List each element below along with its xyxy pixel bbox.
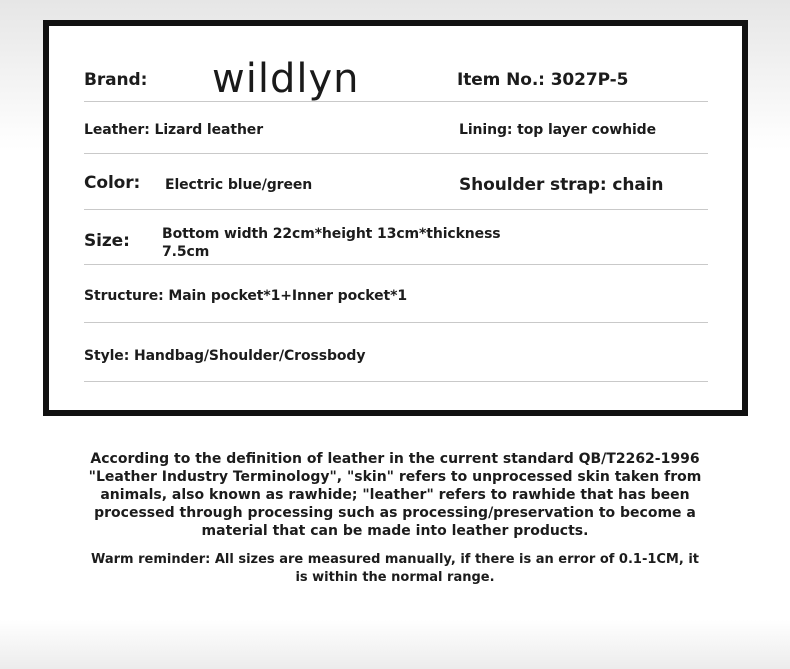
size-value-line1: Bottom width 22cm*height 13cm*thickness [162, 226, 501, 242]
warm-reminder-note: Warm reminder: All sizes are measured manually, if there is an error of 0.1-1CM, it is within the normal range. [90, 552, 700, 585]
divider [84, 209, 708, 210]
divider [84, 101, 708, 102]
leather-definition-note: According to the definition of leather in the current standard QB/T2262-1996 "Leather Industry Terminology", "skin" refers to unprocessed skin taken from animals, also known as rawhide; "leather" refers to rawhide that has been processed through processing such as processing/preservation to become a material that can be made into leather products. [88, 451, 702, 539]
divider [84, 381, 708, 382]
divider [84, 264, 708, 265]
divider [84, 153, 708, 154]
leather-spec: Leather: Lizard leather [84, 122, 264, 138]
shoulder-strap-spec: Shoulder strap: chain [459, 175, 664, 195]
style-spec: Style: Handbag/Shoulder/Crossbody [84, 348, 366, 364]
lining-spec: Lining: top layer cowhide [459, 122, 657, 138]
color-value: Electric blue/green [165, 177, 313, 193]
size-value-line2: 7.5cm [162, 244, 210, 260]
spec-card [43, 20, 748, 416]
size-label: Size: [84, 231, 130, 251]
structure-spec: Structure: Main pocket*1+Inner pocket*1 [84, 288, 407, 304]
brand-label: Brand: [84, 70, 148, 90]
color-label: Color: [84, 173, 141, 193]
brand-logo: wildlyn [212, 56, 360, 102]
divider [84, 322, 708, 323]
item-number: Item No.: 3027P-5 [457, 70, 629, 90]
